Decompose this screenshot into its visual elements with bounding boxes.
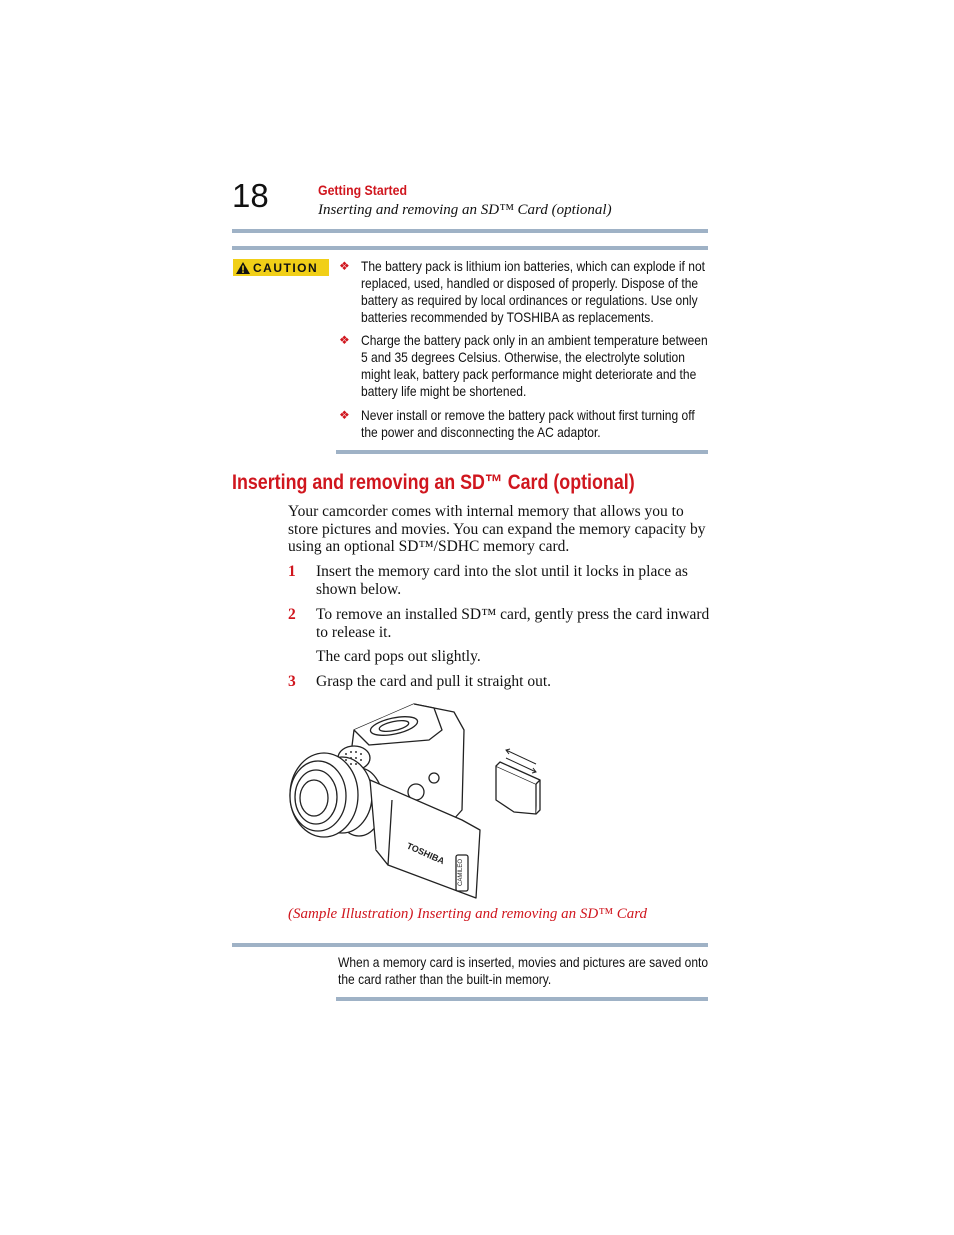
bullet-marker-icon: ❖ bbox=[339, 333, 350, 347]
note-rule-bottom bbox=[336, 997, 708, 1001]
caution-bullet bbox=[339, 407, 709, 443]
step-number: 2 bbox=[288, 606, 296, 623]
model-label: CAMILEO bbox=[458, 858, 464, 886]
step-number: 3 bbox=[288, 673, 296, 690]
caution-badge bbox=[233, 259, 329, 276]
bullet-marker-icon: ❖ bbox=[339, 259, 350, 273]
caution-bullet-text: Charge the battery pack only in an ambient temperature between 5 and 35 degrees Celsius. Otherwise, the electrolyte solution might leak, battery pack performance might deteriorate and the battery life might be shortened. bbox=[361, 332, 708, 399]
caution-rule bbox=[336, 450, 708, 454]
figure-caption: (Sample Illustration) Inserting and removing an SD™ Card bbox=[288, 906, 647, 922]
note-rule-top bbox=[232, 943, 708, 947]
step-text: To remove an installed SD™ card, gently press the card inward to release it. bbox=[316, 606, 710, 641]
warning-icon bbox=[236, 262, 250, 274]
chapter-title: Getting Started bbox=[318, 182, 407, 198]
caution-bullet-text: The battery pack is lithium ion batteries, which can explode if not replaced, used, handled or disposed of properly. Dispose of the battery as required by local ordinances or regulations. Use only batteries recommended by TOSHIBA as replacements. bbox=[361, 258, 705, 325]
caution-bullet bbox=[339, 332, 709, 402]
section-heading: Inserting and removing an SD™ Card (optional) bbox=[232, 471, 635, 494]
caution-label: CAUTION bbox=[253, 260, 319, 275]
sd-card-icon bbox=[496, 762, 540, 814]
page-number: 18 bbox=[232, 177, 269, 214]
intro-paragraph: Your camcorder comes with internal memory that allows you to store pictures and movies. You can expand the memory capacity by using an optional SD™/SDHC memory card. bbox=[288, 503, 706, 555]
step-text: The card pops out slightly. bbox=[316, 648, 481, 665]
step-number: 1 bbox=[288, 563, 296, 580]
brand-logo: TOSHIBA bbox=[405, 840, 447, 867]
note-text: When a memory card is inserted, movies and pictures are saved onto the card rather than the built-in memory. bbox=[338, 954, 709, 987]
header-rule-2 bbox=[232, 246, 708, 250]
bullet-marker-icon: ❖ bbox=[339, 408, 350, 422]
header-rule-1 bbox=[232, 229, 708, 233]
caution-bullet bbox=[339, 258, 709, 328]
camcorder-illustration bbox=[284, 700, 544, 900]
caution-bullet-text: Never install or remove the battery pack without first turning off the power and disconnecting the AC adaptor. bbox=[361, 407, 695, 440]
step-text: Insert the memory card into the slot until it locks in place as shown below. bbox=[316, 563, 688, 598]
step-text: Grasp the card and pull it straight out. bbox=[316, 673, 552, 690]
section-subtitle: Inserting and removing an SD™ Card (optional) bbox=[318, 202, 612, 218]
